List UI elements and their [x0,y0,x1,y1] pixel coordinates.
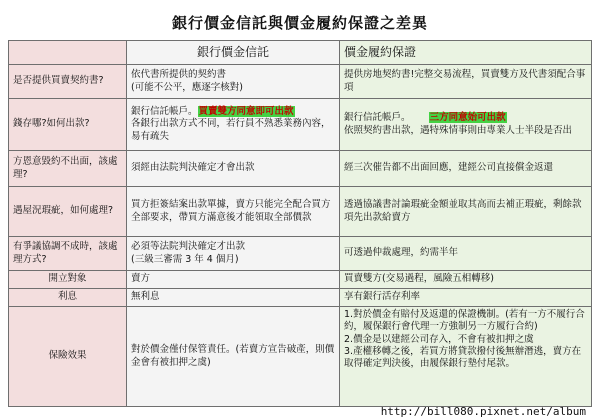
header-empty-cell [9,41,127,65]
row-label: 開立對象 [9,271,127,289]
bank-cell [127,289,340,307]
bank-text: (三級三審需 3 年 4 個月) [131,253,239,265]
row-label: 遇屋況瑕疵，如何處理? [9,187,127,237]
perf-cell [340,237,592,271]
table-row [9,187,592,237]
watermark-url: http://bill080.pixnet.net/album [380,405,586,418]
comparison-table [8,40,592,407]
table-row [9,307,592,407]
bank-cell [127,187,340,237]
bank-text: 須經由法院判決確定才會出款 [131,162,255,174]
perf-cell [340,99,592,151]
bank-cell [127,237,340,271]
bank-text: (可能不公平，應逐字核對) [131,81,243,93]
row-label: 方恩意毀約不出面，該處理? [9,151,127,187]
header-row [9,41,592,65]
highlight-badge: 三方同意始可出款 [429,112,506,124]
bank-cell [127,65,340,99]
perf-text: 可透過仲裁處理，約需半年 [344,247,459,259]
perf-text: 透過協議書討論瑕疵金額並取其高而去補正瑕疵，剩餘款項先出款給賣方 [344,199,582,223]
perf-text: 享有銀行活存利率 [344,291,421,303]
perf-text: 依照契約書出款，遇特殊情事則由專業人士半段是否出 [344,124,573,136]
bank-text: 必須等法院判決確定才出款 [131,241,246,253]
bank-text: 各銀行出款方式不同，若行員不熟悉業務內容，易有疏失 [131,118,331,142]
table-row [9,289,592,307]
perf-cell [340,271,592,289]
bank-cell [127,99,340,151]
perf-cell [340,187,592,237]
row-label: 利息 [9,289,127,307]
bank-text: 銀行信託帳戶。 [131,105,198,117]
perf-cell [340,151,592,187]
perf-cell [340,289,592,307]
header-bank-trust: 銀行價金信託 [127,41,340,65]
row-label: 有爭議協調不成時，該處理方式? [9,237,127,271]
highlight-badge: 買賣雙方同意即可出款 [198,105,294,117]
page-title: 銀行價金信託與價金履約保證之差異 [171,14,428,32]
perf-cell [340,65,592,99]
table-row [9,237,592,271]
bank-cell [127,271,340,289]
bank-text: 無利息 [131,291,160,303]
header-performance-guarantee: 價金履約保證 [340,41,592,65]
bank-text: 對於價金僅付保管責任。(若賣方宣告破產，則價金會有被扣押之虞) [131,344,335,368]
bank-text: 買方拒簽結案出款單據，賣方只能完全配合買方全部要求，帶買方滿意後才能領取全部價款 [131,199,331,223]
row-label: 是否提供買賣契約書? [9,65,127,99]
table-row [9,271,592,289]
bank-cell [127,307,340,407]
bank-text: 賣方 [131,273,151,285]
row-label: 錢存哪?如何出款? [9,99,127,151]
perf-text: 買賣雙方(交易過程，風險五相轉移) [344,273,494,285]
bank-text: 依代書所提供的契約書 [131,69,227,81]
table-row [9,151,592,187]
perf-cell [340,307,592,407]
perf-text: 2.價金是以建經公司存入，不會有被扣押之虞 [344,333,534,345]
row-label: 保險效果 [9,307,127,407]
perf-text: 提供房地契約書!完整交易流程，買賣雙方及代書須配合事項 [344,69,586,93]
table-row [9,99,592,151]
perf-text: 經三次催告都不出面回應，建經公司直接償金返還 [344,162,554,174]
table-row [9,65,592,99]
perf-text: 3.產權移轉之後，若買方將貸款撥付後無辦潛逃，賣方在取得確定判決後，由履保銀行墊付尾款。 [344,346,582,370]
perf-text: 1.對於價金有賠付及返還的保證機制。(若有一方不履行合約，履保銀行會代理一方強制另一方履行合約) [344,309,585,333]
perf-text: 銀行信託帳戶。 [344,112,411,124]
bank-cell [127,151,340,187]
